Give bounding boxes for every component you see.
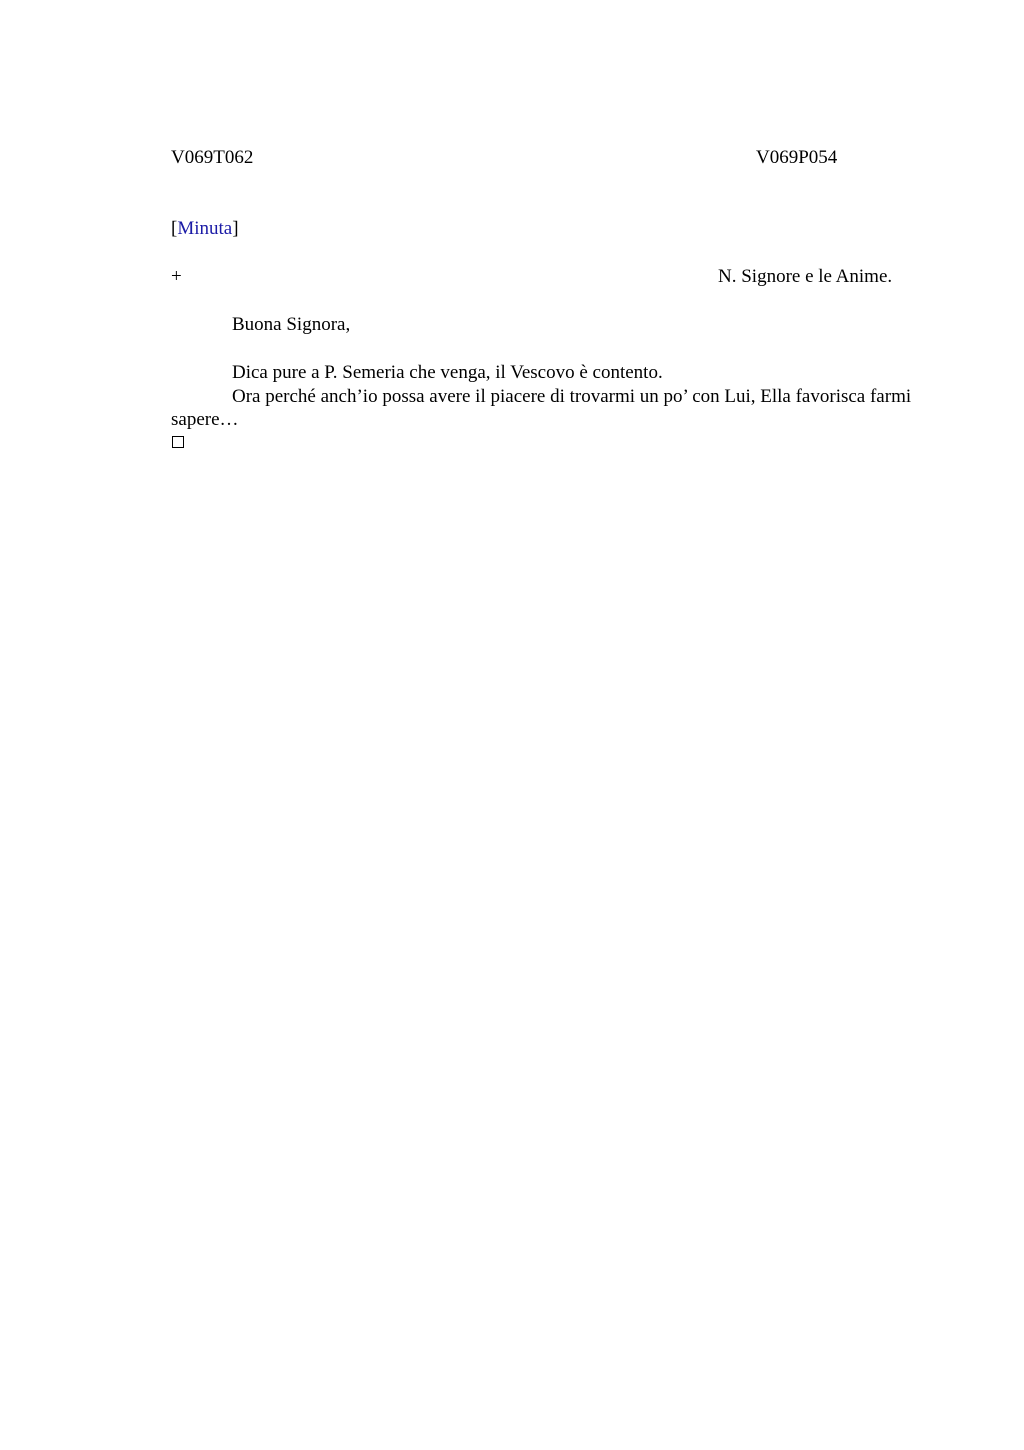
minuta-note <box>171 217 239 241</box>
document-code-left: V069T062 <box>171 147 254 168</box>
empty-square-icon <box>172 436 184 448</box>
minuta-link[interactable]: Minuta <box>177 218 233 239</box>
letter-motto: N. Signore e le Anime. <box>718 266 893 287</box>
letter-salutation: Buona Signora, <box>232 314 351 335</box>
close-bracket: ] <box>232 218 239 239</box>
letter-body <box>171 361 931 432</box>
open-bracket: [ <box>171 218 178 239</box>
cross-symbol: + <box>171 266 182 287</box>
letter-paragraph-1: Dica pure a P. Semeria che venga, il Vescovo è contento. <box>232 362 663 383</box>
document-code-right: V069P054 <box>756 147 838 168</box>
letter-paragraph-2: Ora perché anch’io possa avere il piacere di trovarmi un po’ con Lui, Ella favorisca farmi sapere… <box>171 385 912 430</box>
